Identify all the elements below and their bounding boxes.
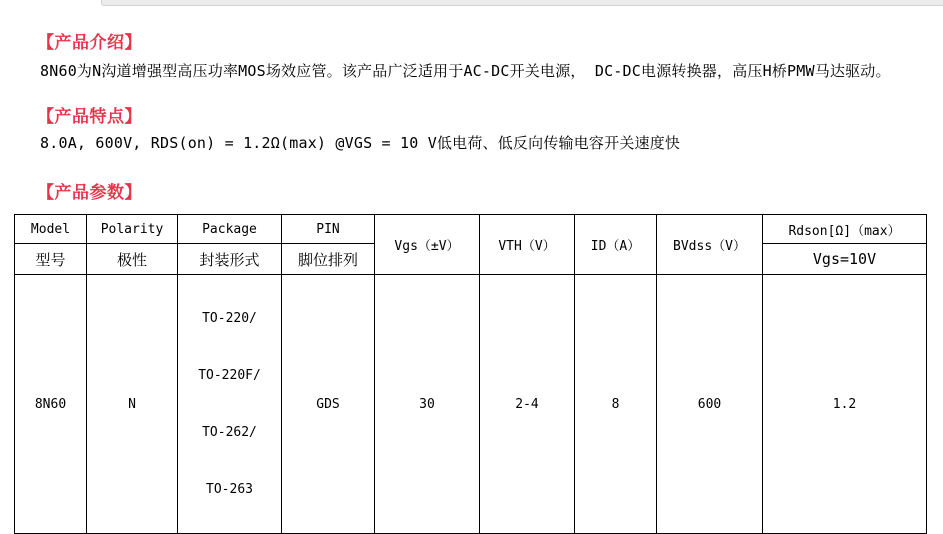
intro-text: 8N60为N沟道增强型高压功率MOS场效应管。该产品广泛适用于AC-DC开关电源， DC-DC电源转换器，高压H桥PMW马达驱动。 — [40, 62, 891, 80]
header-polarity-en: Polarity — [87, 215, 178, 244]
package-option: TO-220F/ — [198, 368, 261, 383]
cell-package — [178, 275, 282, 534]
section-heading-features: 【产品特点】 — [37, 107, 142, 127]
package-option: TO-220/ — [202, 311, 257, 326]
cell-pin: GDS — [282, 275, 375, 534]
header-pin-cn: 脚位排列 — [282, 244, 375, 275]
table-header-row-en — [15, 215, 927, 244]
package-option: TO-263 — [206, 482, 253, 497]
header-package-en: Package — [178, 215, 282, 244]
cell-model: 8N60 — [15, 275, 87, 534]
product-parameters-table — [14, 214, 927, 534]
cell-bvdss: 600 — [657, 275, 763, 534]
header-model-en: Model — [15, 215, 87, 244]
table-row — [15, 275, 927, 534]
header-vth: VTH（V） — [480, 215, 575, 275]
cell-id: 8 — [575, 275, 657, 534]
top-divider-strip — [101, 0, 943, 6]
header-rdson-condition: Vgs=10V — [763, 244, 927, 275]
header-model-cn: 型号 — [15, 244, 87, 275]
features-text: 8.0A, 600V, RDS(on) = 1.2Ω(max) @VGS = 10 V低电荷、低反向传输电容开关速度快 — [40, 134, 681, 152]
header-rdson: Rdson[Ω]（max） — [763, 215, 927, 244]
cell-polarity: N — [87, 275, 178, 534]
header-polarity-cn: 极性 — [87, 244, 178, 275]
cell-vgs: 30 — [375, 275, 480, 534]
header-bvdss: BVdss（V） — [657, 215, 763, 275]
header-pin-en: PIN — [282, 215, 375, 244]
cell-vth: 2-4 — [480, 275, 575, 534]
cell-rdson: 1.2 — [763, 275, 927, 534]
header-vgs: Vgs（±V） — [375, 215, 480, 275]
section-heading-params: 【产品参数】 — [37, 183, 142, 203]
header-id: ID（A） — [575, 215, 657, 275]
header-package-cn: 封装形式 — [178, 244, 282, 275]
package-option: TO-262/ — [202, 425, 257, 440]
section-heading-intro: 【产品介绍】 — [37, 33, 142, 53]
